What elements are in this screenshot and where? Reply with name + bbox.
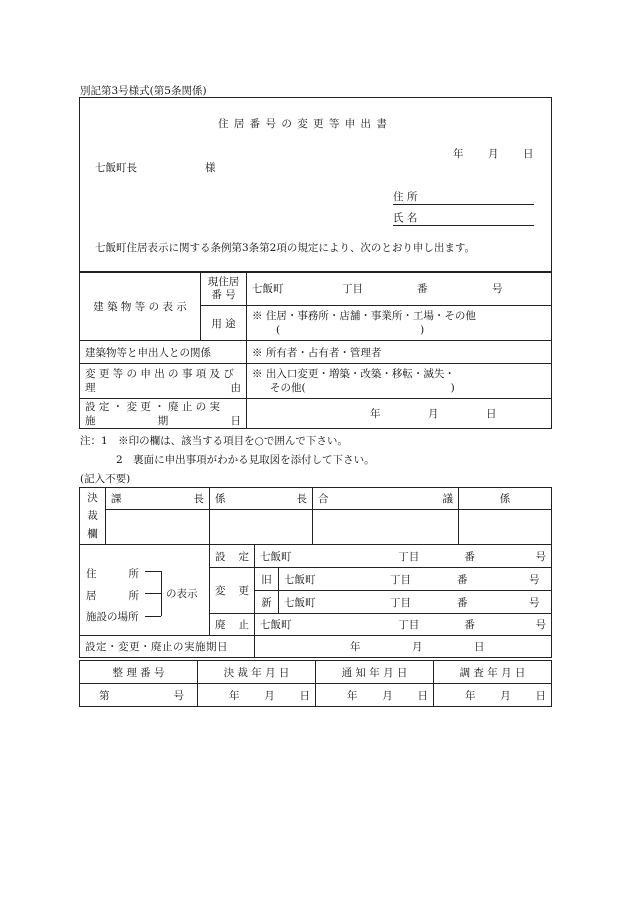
- statement: 七飯町住居表示に関する条例第3条第2項の規定により、次のとおり申し出ます。: [95, 242, 476, 254]
- role-subsection-chief: 係 長: [210, 488, 313, 510]
- header-reference-number: 整 理 番 号: [80, 661, 198, 684]
- current-number-label: 現住居 番 号: [201, 272, 247, 306]
- date-year: 年: [453, 148, 464, 160]
- brace-bottom: [145, 616, 161, 617]
- display-labels: [80, 545, 210, 636]
- date-day: 日: [523, 148, 534, 160]
- reference-number-field[interactable]: 第 号: [80, 684, 198, 707]
- old-label: 旧: [255, 568, 279, 591]
- implementation-date-field[interactable]: 年 月 日: [255, 636, 552, 658]
- new-label: 新: [255, 591, 279, 614]
- notice-date-field[interactable]: 年 月 日: [316, 684, 434, 707]
- setting-label: 設 定: [210, 545, 255, 568]
- setting-field[interactable]: 七飯町 丁目 番 号: [255, 545, 552, 568]
- name-line[interactable]: [393, 210, 534, 226]
- note-1: 注：1 ※印の欄は、該当する項目を○で囲んで下さい。: [80, 435, 348, 447]
- label-address: 住 所: [86, 568, 139, 580]
- implementation-date-label: 設定・変更・廃止の実施期日: [80, 636, 255, 658]
- form-reference: 別記第3号様式(第5条関係): [80, 85, 207, 97]
- approval-table: [79, 487, 552, 545]
- no-entry-label: (記入不要): [80, 473, 131, 485]
- effective-date-field[interactable]: 年 月 日: [247, 399, 552, 429]
- relation-options[interactable]: ※ 所有者・占有者・管理者: [247, 341, 552, 364]
- change-label: 変 更: [210, 568, 255, 614]
- name-label: 氏 名: [393, 210, 534, 226]
- record-table: [79, 660, 552, 707]
- stamp-subsection-chief[interactable]: [210, 510, 313, 545]
- header-notice-date: 通 知 年 月 日: [316, 661, 434, 684]
- role-section-chief: 課 長: [106, 488, 210, 510]
- effective-date-label: 設 定 ・ 変 更 ・ 廃 止 の 実 施 期 日: [80, 399, 247, 429]
- display-label: の表示: [166, 588, 198, 600]
- reason-options[interactable]: ※ 出入口変更・増築・改築・移転・滅失・ その他( ): [247, 364, 552, 399]
- role-consultation: 合 議: [313, 488, 459, 510]
- use-options[interactable]: ※ 住居・事務所・店舗・事業所・工場・その他 ( ): [247, 306, 552, 341]
- brace-mid: [145, 593, 161, 594]
- approval-label: 決 裁 欄: [80, 488, 106, 545]
- honorific: 様: [205, 162, 216, 174]
- label-facility-location: 施設の場所: [86, 611, 139, 623]
- addressee: 七飯町長: [95, 162, 137, 174]
- stamp-staff[interactable]: [459, 510, 552, 545]
- header-approval-date: 決 裁 年 月 日: [198, 661, 316, 684]
- header-survey-date: 調 査 年 月 日: [434, 661, 552, 684]
- reason-label: 変 更 等 の 申 出 の 事 項 及 び 理 由: [80, 364, 247, 399]
- form-title: 住 居 番 号 の 変 更 等 申 出 書: [218, 118, 388, 130]
- date-month: 月: [488, 148, 499, 160]
- relation-label: 建築物等と申出人との関係: [80, 341, 247, 364]
- abolish-field[interactable]: 七飯町 丁目 番 号: [255, 614, 552, 636]
- applicant-table: [79, 271, 552, 429]
- address-label: 住 所: [393, 189, 534, 205]
- approval-date-field[interactable]: 年 月 日: [198, 684, 316, 707]
- address-line[interactable]: [393, 189, 534, 205]
- address-display-table: [79, 544, 552, 658]
- old-address-field[interactable]: 七飯町 丁目 番 号: [279, 568, 552, 591]
- stamp-section-chief[interactable]: [106, 510, 210, 545]
- new-address-field[interactable]: 七飯町 丁目 番 号: [279, 591, 552, 614]
- abolish-label: 廃 止: [210, 614, 255, 636]
- label-residence: 居 所: [86, 590, 139, 602]
- building-label: 建 築 物 等 の 表 示: [80, 272, 201, 341]
- note-2: 2 裏面に申出事項がわかる見取図を添付して下さい。: [116, 454, 375, 466]
- current-number-field[interactable]: 七飯町 丁目 番 号: [247, 272, 552, 306]
- brace-top: [145, 571, 161, 572]
- role-staff: 係: [459, 488, 552, 510]
- survey-date-field[interactable]: 年 月 日: [434, 684, 552, 707]
- use-label: 用 途: [201, 306, 247, 341]
- stamp-consultation[interactable]: [313, 510, 459, 545]
